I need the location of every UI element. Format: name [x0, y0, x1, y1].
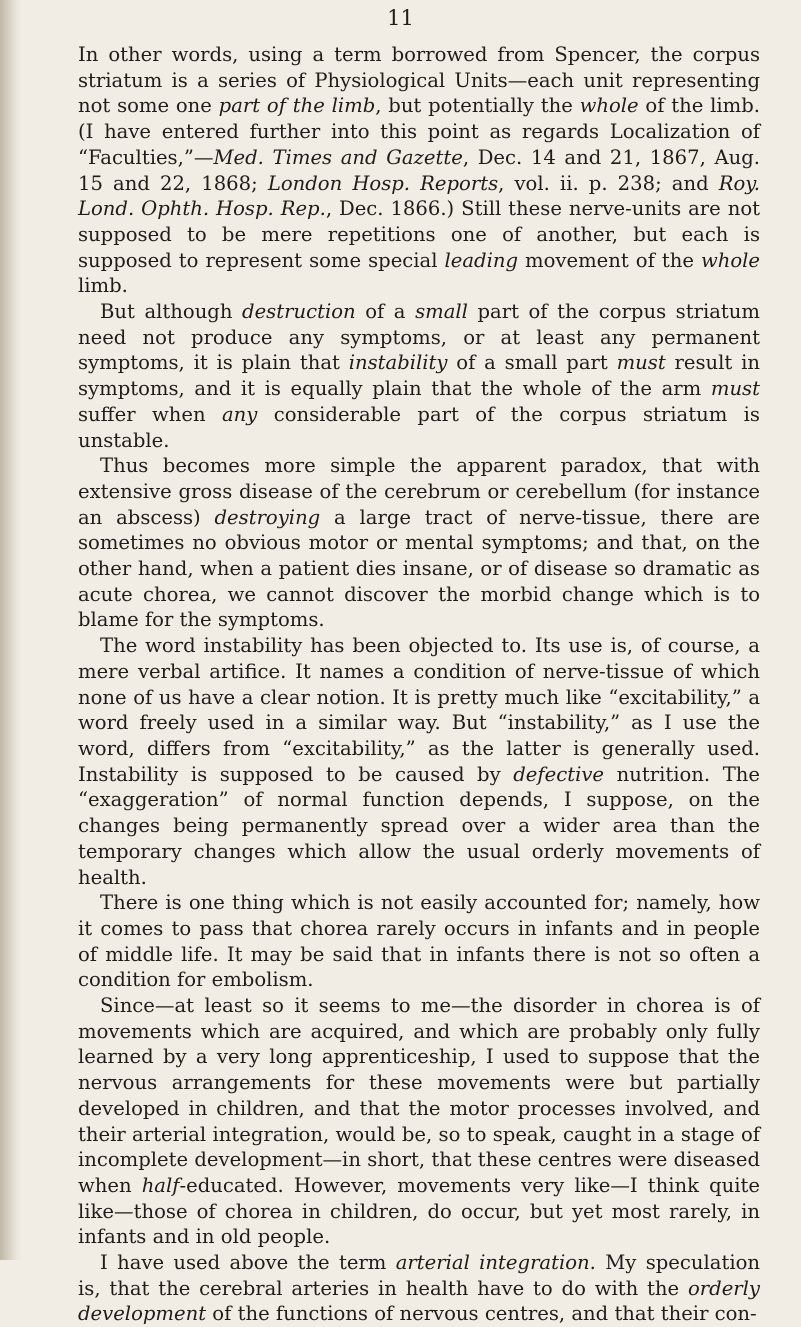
text-run: I have used above the term [100, 1251, 396, 1275]
italic-run: whole [579, 94, 639, 118]
italic-run: half [141, 1173, 180, 1197]
text-run: movement of the [518, 248, 701, 272]
text-run: of a [355, 300, 416, 324]
text-run: of a small part [447, 351, 617, 375]
text-run: a large tract of nerve-tissue, there are sometimes no obvious motor or mental symptoms; and that, on the other hand, when a patient dies insane, or of disease so dramatic as acute chorea, we cannot discover the morbid change which is to blame for the symptoms. [78, 505, 760, 632]
italic-run: any [221, 402, 258, 426]
page-binding-shadow [0, 0, 22, 1260]
text-run: of the limb. (I have entered further into this point as regards Localization of “Faculties,”— [78, 94, 760, 169]
italic-run: destroying [214, 505, 321, 529]
text-run: Since—at least so it seems to me—the disorder in chorea is of movements which are acquired, and which are probably only fully learned by a very long apprenticeship, I used to suppose that the nervous arrangements for these movements were but partially developed in children, and that the motor processes involved, and their arterial integration, would be, so to speak, caught in a stage of incomplete development—in short, that these centres were diseased when [78, 994, 760, 1197]
body-text [78, 42, 760, 1327]
text-run: considerable part of the corpus striatum is unstable. [78, 402, 760, 452]
paragraph [78, 299, 760, 453]
text-run: , but potentially the [375, 94, 580, 118]
text-run: But although [100, 300, 243, 324]
italic-run: defective [513, 762, 605, 786]
italic-run: Roy. Lond. Ophth. Hosp. Rep. [78, 171, 760, 221]
italic-run: must [616, 351, 666, 375]
italic-run: instability [348, 351, 448, 375]
text-run: , Dec. 1866.) Still these nerve-units are not supposed to be mere repetitions one of another, but each is supposed to represent some special [78, 197, 760, 272]
text-run: My speculation is, that the cerebral arteries in health have to do with the [78, 1251, 761, 1300]
text-run: result in symptoms, and it is equally plain that the whole of the arm [78, 351, 760, 401]
italic-run: arterial integration. [395, 1251, 596, 1275]
text-run: of the functions of nervous centres, and that their con- [206, 1302, 757, 1326]
italic-run: Med. Times and Gazette [213, 145, 463, 169]
text-run: The word instability has been objected to. Its use is, of course, a mere verbal artifice. It names a condition of nerve-tissue of which none of us have a clear notion. It is pretty much like “excitability,” a word freely used in a similar way. But “instability,” as I use the word, differs from “excitability,” as the latter is generally used. Instability is supposed to be caused by [78, 634, 760, 786]
italic-run: whole [700, 248, 760, 272]
italic-run: London Hosp. Reports [267, 171, 499, 195]
paragraph [78, 890, 760, 993]
italic-run: destruction [242, 300, 356, 324]
text-run: In other words, using a term borrowed from Spencer, the corpus striatum is a series of Physiological Units—each unit representing not some one [78, 43, 760, 118]
paragraph [78, 633, 760, 890]
paragraph [78, 1250, 760, 1327]
text-run: part of the corpus striatum need not produce any symptoms, or at least any permanent symptoms, it is plain that [78, 300, 760, 375]
text-run: Thus becomes more simple the apparent paradox, that with extensive gross disease of the cerebrum or cerebellum (for instance an abscess) [78, 454, 760, 529]
text-run: nutrition. The “exaggeration” of normal function depends, I suppose, on the changes being permanently spread over a wider area than the temporary changes which allow the usual orderly movements of health. [78, 762, 760, 889]
text-run: There is one thing which is not easily accounted for; namely, how it comes to pass that chorea rarely occurs in infants and in people of middle life. It may be said that in infants there is not so often a condition for embolism. [78, 891, 760, 992]
text-run: , vol. ii. p. 238; and [498, 171, 719, 195]
text-run: limb. [78, 274, 128, 298]
italic-run: orderly development [78, 1276, 760, 1326]
page-number: 11 [387, 6, 414, 30]
paragraph [78, 42, 760, 299]
text-run: -educated. However, movements very like—I think quite like—those of chorea in children, do occur, but yet most rarely, in infants and in old people. [78, 1173, 760, 1249]
text-run: , Dec. 14 and 21, 1867, Aug. 15 and 22, 1868; [78, 145, 760, 195]
text-run: suffer when [78, 402, 222, 426]
italic-run: must [710, 377, 760, 401]
italic-run: small [415, 300, 468, 324]
italic-run: leading [444, 248, 519, 272]
italic-run: part of the limb [218, 94, 376, 118]
paragraph [78, 993, 760, 1250]
paragraph [78, 453, 760, 633]
